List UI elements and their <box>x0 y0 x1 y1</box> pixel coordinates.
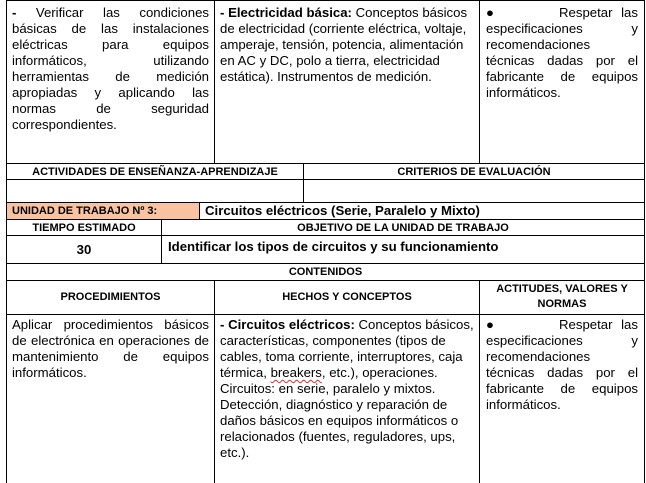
bottom-attitude-cell <box>486 317 638 413</box>
divider-time-header <box>6 235 645 236</box>
bottom-concept-cell <box>220 317 474 461</box>
spellcheck-flagged-word: breakers <box>270 365 322 380</box>
contents-header-cell <box>7 265 644 279</box>
divider-after-top-row <box>6 163 645 164</box>
bullet-icon: ● <box>486 317 560 332</box>
divider-contents-columns <box>6 314 645 315</box>
unit-title-cell <box>205 203 643 219</box>
time-header-cell <box>7 221 161 235</box>
col-divider-bottom-a <box>214 280 215 483</box>
bottom-concept-text-2: , etc.), operaciones. Circuitos: en serie, paralelo y mixtos. Detección, diagnóstico y reparación de daños básicos en equipos informáticos o relacionados (fuentes, reguladores, ups, etc.). <box>220 365 459 460</box>
table-border-top <box>6 0 645 1</box>
objective-text-cell <box>168 239 638 254</box>
bottom-concept-title: - Circuitos eléctricos: <box>220 317 355 332</box>
divider-activities-header <box>6 179 645 180</box>
top-attitude-text: Respetar las especificaciones y recomendaciones técnicas dadas por el fabricante de equipos informáticos. <box>486 5 638 100</box>
concepts-header-cell <box>215 290 479 304</box>
contents-header: CONTENIDOS <box>288 266 363 278</box>
divider-unit-row <box>6 219 645 220</box>
unit-label: UNIDAD DE TRABAJO Nº 3: <box>12 205 158 217</box>
time-header: TIEMPO ESTIMADO <box>32 222 136 234</box>
criteria-header: CRITERIOS DE EVALUACIÓN <box>397 166 551 178</box>
bullet-icon: ● <box>486 5 560 20</box>
top-procedure-text: Verificar las condiciones básicas de las instalaciones eléctricas para equipos informáticos, utilizando herramientas de medición apropiadas y aplicando las normas de seguridad correspondientes. <box>12 5 210 132</box>
divider-time-value <box>6 263 645 264</box>
bottom-attitude-text: Respetar las especificaciones y recomendaciones técnicas dadas por el fabricante de equipos informáticos. <box>486 317 638 412</box>
col-divider-top-a <box>214 0 215 163</box>
top-procedure-cell: - Verificar las condiciones básicas de las instalaciones eléctricas para equipos informáticos, utilizando herramientas de medición apropiadas y aplicando las normas de seguridad correspondientes. <box>12 5 210 132</box>
col-divider-top-b <box>479 0 480 163</box>
unit-title: Circuitos eléctricos (Serie, Paralelo y Mixto) <box>205 203 480 218</box>
activities-header-cell <box>7 165 303 179</box>
table-border-right <box>644 0 645 483</box>
bottom-concept-text-1: Conceptos básicos, características, componentes (tipos de cables, toma corriente, interruptores, caja térmica, <box>220 317 474 380</box>
bottom-procedure-text: Aplicar procedimientos básicos de electrónica en operaciones de mantenimiento de equipos informáticos. <box>12 317 209 380</box>
objective-header: OBJETIVO DE LA UNIDAD DE TRABAJO <box>297 222 509 234</box>
top-concept-text: Conceptos básicos de electricidad (corriente eléctrica, voltaje, amperaje, tensión, potencia, alimentación en AC y DC, polo a tierra, electricidad estática). Instrumentos de medición. <box>220 5 468 84</box>
bottom-procedure-cell <box>12 317 209 381</box>
col-divider-unit <box>199 202 200 219</box>
attitudes-header: ACTITUDES, VALORES Y NORMAS <box>496 283 628 310</box>
top-concept-cell <box>220 5 474 85</box>
procedures-header: PROCEDIMIENTOS <box>60 291 161 303</box>
concepts-header: HECHOS Y CONCEPTOS <box>282 291 412 303</box>
attitudes-header-cell <box>480 282 644 312</box>
time-value-cell <box>7 242 161 257</box>
procedures-header-cell <box>7 290 214 304</box>
time-value: 30 <box>76 242 92 257</box>
activities-header: ACTIVIDADES DE ENSEÑANZA-APRENDIZAJE <box>32 166 278 178</box>
top-attitude-cell <box>486 5 638 101</box>
objective-header-cell <box>162 221 644 235</box>
criteria-header-cell <box>304 165 644 179</box>
divider-contents-header <box>6 280 645 281</box>
unit-label-cell <box>12 204 199 218</box>
objective-text: Identificar los tipos de circuitos y su funcionamiento <box>168 239 499 254</box>
top-concept-title: - Electricidad básica: <box>220 5 352 20</box>
